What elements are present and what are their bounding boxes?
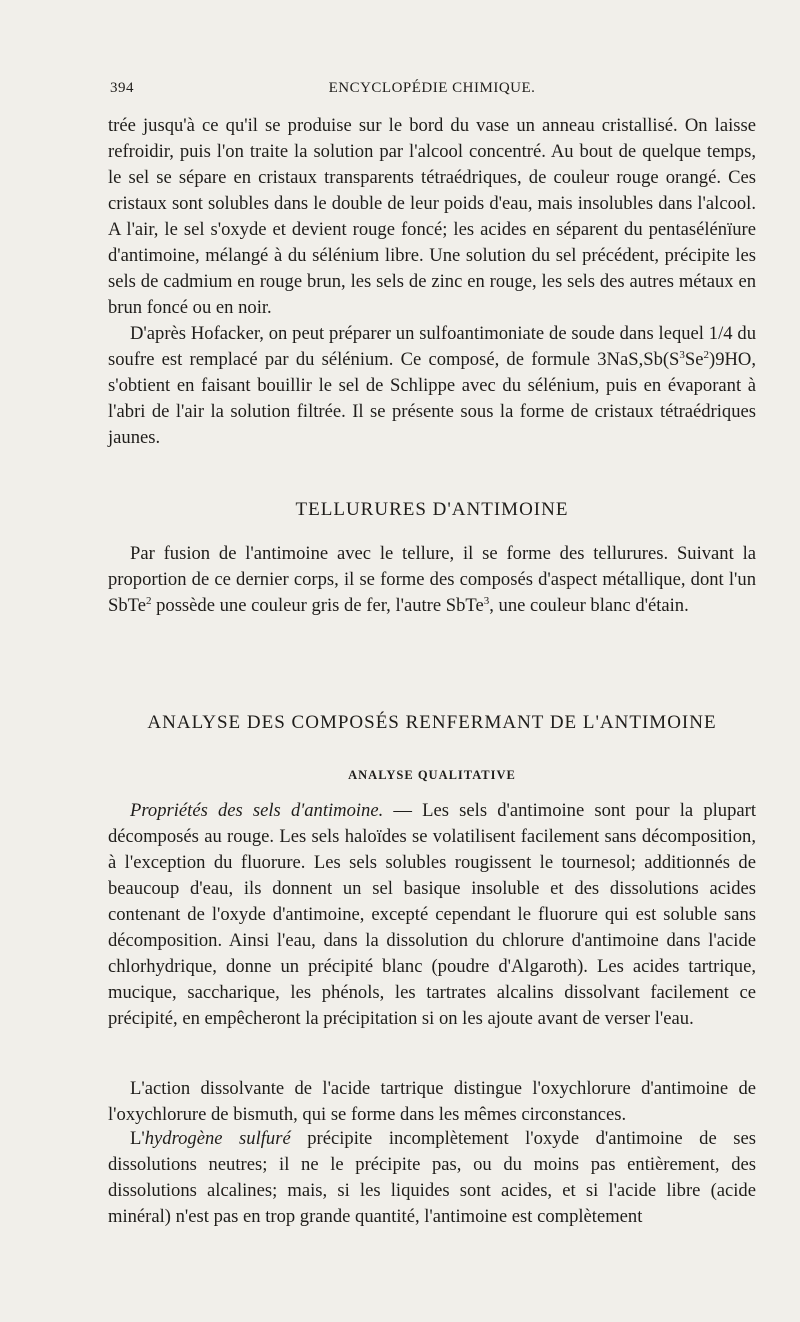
italic-lead: Propriétés des sels d'antimoine. — [130, 800, 384, 821]
section-heading-analyse — [108, 710, 756, 736]
page-header — [110, 80, 754, 102]
subsection-heading — [108, 766, 756, 784]
paragraph-text: L'hydrogène sulfuré précipite incomplètement l'oxyde d'antimoine de ses dissolutions neutres; il ne le précipite pas, ou du moins pas entièrement, des dissolutions alcalines; mais, si les liquides sont acides, et si l'acide libre (acide minéral) n'est pas en trop grande quantité, l'antimoine est complètement — [108, 1128, 756, 1227]
paragraph-text: trée jusqu'à ce qu'il se produise sur le bord du vase un anneau cristallisé. On laisse refroidir, puis l'on traite la solution par l'alcool concentré. Au bout de quelque temps, le sel se sépare en cristaux transparents tétraédriques, de couleur rouge orangé. Ces cristaux sont solubles dans le double de leur poids d'eau, mais insolubles dans l'alcool. A l'air, le sel s'oxyde et devient rouge foncé; les acides en séparent du pentasélénïure d'antimoine, mélangé à du sélénium libre. Une solution du sel précédent, précipite les sels de cadmium en rouge brun, les sels de zinc en rouge, les sels des autres métaux en brun foncé ou en noir. — [108, 115, 756, 318]
paragraph-text: L'action dissolvante de l'acide tartrique distingue l'oxychlorure d'antimoine de l'oxychlorure de bismuth, qui se forme dans les mêmes circonstances. — [108, 1078, 756, 1125]
paragraph-hofacker — [108, 321, 756, 451]
paragraph-action — [108, 1076, 756, 1128]
running-title: ENCYCLOPÉDIE CHIMIQUE. — [328, 80, 536, 96]
page-number: 394 — [110, 80, 134, 96]
paragraph-text: Propriétés des sels d'antimoine. — Les sels d'antimoine sont pour la plupart décomposés au rouge. Les sels haloïdes se volatilisent facilement sans décomposition, à l'exception du fluorure. Les sels solubles rougissent le tournesol; additionnés de beaucoup d'eau, ils donnent un sel basique insoluble et des dissolutions acides contenant de l'oxyde d'antimoine, excepté cependant le fluorure qui est soluble sans décomposition. Ainsi l'eau, dans la dissolution du chlorure d'antimoine dans l'acide chlorhydrique, donne un précipité blanc (poudre d'Algaroth). Les acides tartrique, mucique, saccharique, les phénols, les tartrates alcalins dissolvant facilement ce précipité, en empêcheront la précipitation si on les ajoute avant de verser l'eau. — [108, 800, 757, 1029]
section-heading-tellurures — [108, 497, 756, 523]
paragraph-continuation — [108, 113, 756, 321]
paragraph-text: D'après Hofacker, on peut préparer un sulfoantimoniate de soude dans lequel 1/4 du soufre est remplacé par du sélénium. Ce composé, de formule $3NaS,Sb(S^3Se^2)9HO$, s'obtient en faisant bouillir le sel de Schlippe avec du sélénium, puis en évaporant à l'abri de l'air la solution filtrée. Il se présente sous la forme de cristaux tétraédriques jaunes. — [108, 323, 756, 448]
paragraph-tellurures — [108, 541, 756, 619]
paragraph-hydrogene — [108, 1126, 756, 1230]
paragraph-text: Par fusion de l'antimoine avec le tellure, il se forme des tellurures. Suivant la proportion de ce dernier corps, il se forme des composés d'aspect métallique, dont l'un SbTe$^2$ possède une couleur gris de fer, l'autre SbTe$^3$, une couleur blanc d'étain. — [108, 543, 756, 616]
section-title: TELLURURES D'ANTIMOINE — [295, 499, 569, 520]
subsection-title: ANALYSE QUALITATIVE — [348, 768, 516, 782]
paragraph-proprietes — [108, 798, 756, 1032]
section-title: ANALYSE DES COMPOSÉS RENFERMANT DE L'ANTIMOINE — [147, 712, 717, 733]
italic-lead: hydrogène sulfuré — [144, 1128, 291, 1149]
